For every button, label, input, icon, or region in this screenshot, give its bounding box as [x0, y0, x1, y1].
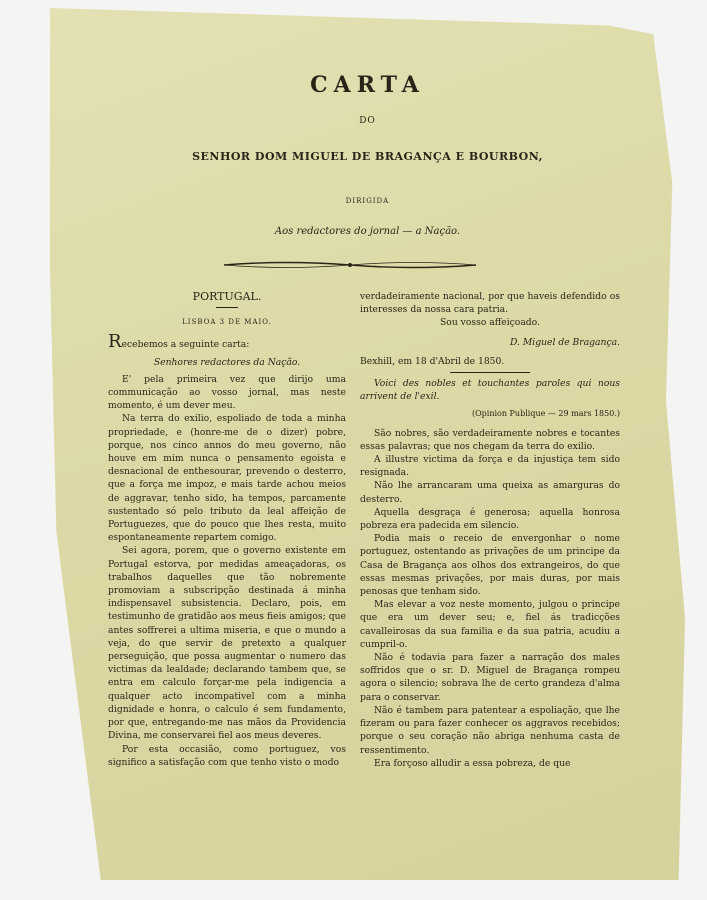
quote-source: (Opinion Publique — 29 mars 1850.) — [471, 409, 620, 419]
dateline: LISBOA 3 DE MAIO. — [182, 318, 272, 327]
paragraph: São nobres, são verdadeiramente nobres e tocantes essas palavras; que nos chegam da terra do exilio. — [360, 427, 620, 452]
french-quote: Voici des nobles et touchantes paroles qui nous arrivent de l'exil. — [360, 378, 620, 403]
paragraph: Na terra do exilio, espoliado de toda a minha propriedade, e (honre-me de o dizer) pobre, porque, nos cinco annos do meu governo, não houve em mim nunca o pensamento egoista e desnacional de enthesourar, prevendo o desterro, que a força me impoz, e mais tarde achou meios de aggravar, tenho sido, ha tempos, parcamente sustentado só pelo tributo da leal affeição de Portuguezes, que do pouco que lhes resta, muito espontaneamente repartem comigo. — [108, 413, 346, 544]
signature: D. Miguel de Bragança. — [510, 336, 620, 348]
paragraph: Sei agora, porem, que o governo existente em Portugal estorva, por medidas ameaçadoras, os trabalhos daquelles que tão nobremente promoviam a subscripção destinada á minha indispensavel subsistencia. Declaro, pois, em testimunho de gratidão aos meus fieis amigos; que antes soffrerei a ultima miseria, e que o mundo a veja, do que servir de pretexto a qualquer perseguição, que possa augmentar o numero das victimas da lealdade; declarando tambem que, se entra em calculo forçar-me pela indigencia a qualquer acto incompativel com a minha dignidade e honra, o calculo é sem fundamento, por que, entregando-me nas mãos da Providencia Divina, me conservarei fiel aos meus deveres. — [108, 545, 346, 742]
section-heading: PORTUGAL. — [192, 290, 262, 303]
paragraph: Aquella desgraça é generosa; aquella honrosa pobreza era padecida em silencio. — [360, 506, 620, 532]
author-name: SENHOR DOM MIGUEL DE BRAGANÇA E BOURBON, — [192, 150, 543, 163]
paragraph: Por esta occasião, como portuguez, vos significo a satisfação com que tenho visto o modo — [108, 743, 346, 768]
paragraph: A illustre victima da força e da injustiça tem sido resignada. — [360, 454, 620, 479]
paragraph: Não é todavia para fazer a narração dos males soffridos que o sr. D. Miguel de Bragança rompeu agora o silencio; sobrava lhe de certo grandeza d'alma para o conservar. — [360, 652, 620, 703]
title-connector: DO — [359, 116, 376, 126]
ornament-divider — [222, 258, 478, 272]
place-date: Bexhill, em 18 d'Abril de 1850. — [360, 355, 505, 367]
closing: Sou vosso affeiçoado. — [440, 317, 540, 329]
drop-cap: R — [108, 331, 122, 353]
section-dash — [216, 307, 238, 308]
salutation: Senhores redactores da Nação. — [153, 356, 301, 368]
right-column — [360, 290, 620, 770]
document-title: CARTA — [310, 72, 425, 98]
paragraph: Não lhe arrancaram uma queixa as amarguras do desterro. — [360, 480, 620, 505]
left-column — [108, 290, 346, 769]
addressed-label: DIRIGIDA — [345, 197, 390, 205]
paragraph: Podia mais o receio de envergonhar o nome portuguez, ostentando as privações de um principe da Casa de Bragança aos olhos dos extrangeiros, do que essas mesmas privações, por mais duras, por mais penosas que tenham sido. — [360, 533, 620, 598]
paragraph: Mas elevar a voz neste momento, julgou o principe que era um dever seu; e, fiel ás tradicções cavalleirosas da sua familia e da sua patria, acudiu a cumpril-o. — [360, 599, 620, 650]
intro-line: Recebemos a seguinte carta: — [108, 331, 250, 353]
paragraph: Não é tambem para patentear a espoliação, que lhe fizeram ou para fazer conhecer os aggravos recebidos; porque o seu coração não abriga nenhuma casta de ressentimento. — [360, 704, 620, 756]
addressee-line: Aos redactores do jornal — a Nação. — [274, 226, 461, 237]
paragraph: verdadeiramente nacional, por que haveis defendido os interesses da nossa cara patria. — [360, 291, 620, 316]
paragraph: E' pela primeira vez que dirijo uma communicação ao vosso jornal, mas neste momento, é um dever meu. — [108, 373, 346, 412]
paragraph: Era forçoso alludir a essa pobreza, de que — [374, 757, 571, 769]
rule — [450, 372, 530, 373]
